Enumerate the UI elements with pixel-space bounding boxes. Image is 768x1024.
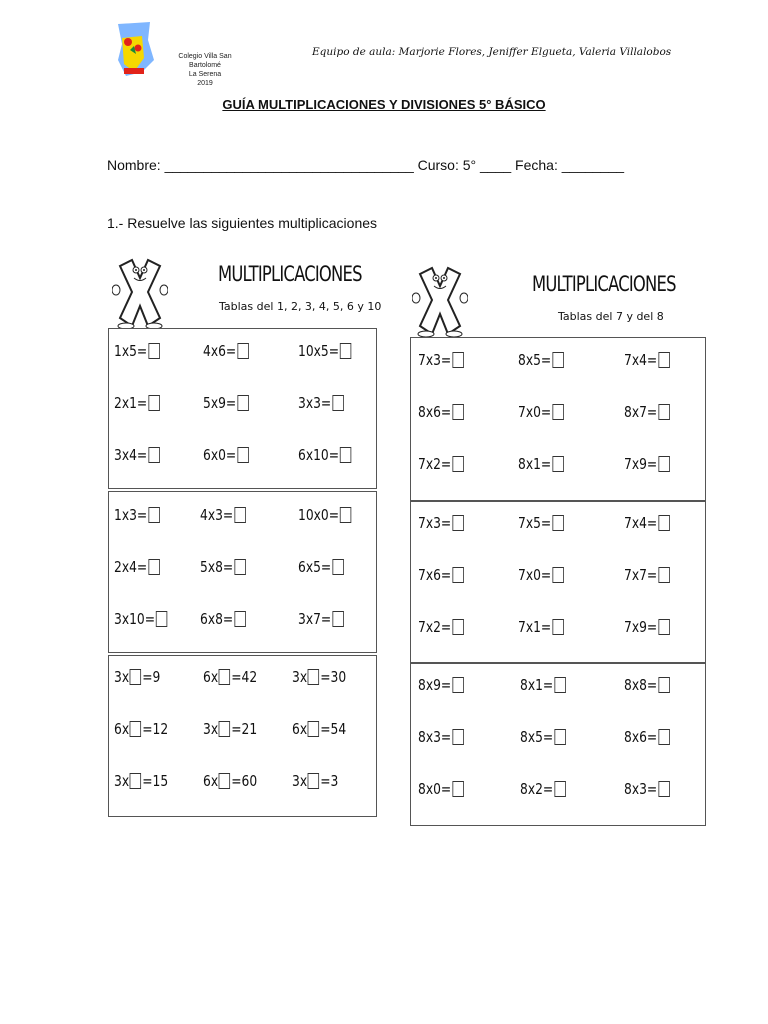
problem-text: 1x3= bbox=[114, 506, 148, 524]
answer-box[interactable] bbox=[234, 611, 245, 627]
multiplication-problem bbox=[418, 728, 464, 746]
answer-box[interactable] bbox=[340, 507, 351, 523]
problem-left-part: 6x bbox=[203, 668, 219, 686]
answer-box[interactable] bbox=[658, 619, 669, 635]
answer-box[interactable] bbox=[552, 456, 563, 472]
multiplication-problem bbox=[292, 772, 338, 790]
answer-box[interactable] bbox=[552, 619, 563, 635]
answer-box[interactable] bbox=[148, 395, 159, 411]
answer-box[interactable] bbox=[658, 729, 669, 745]
problem-text: 3x7= bbox=[298, 610, 332, 628]
multiplication-problem bbox=[624, 780, 670, 798]
multiplication-problem bbox=[624, 455, 670, 473]
answer-box[interactable] bbox=[308, 773, 319, 789]
multiplication-problem bbox=[203, 668, 257, 686]
answer-box[interactable] bbox=[148, 343, 159, 359]
problem-text: 7x3= bbox=[418, 514, 452, 532]
answer-box[interactable] bbox=[658, 567, 669, 583]
answer-box[interactable] bbox=[148, 447, 159, 463]
multiplication-problem bbox=[200, 558, 246, 576]
answer-box[interactable] bbox=[658, 677, 669, 693]
problem-text: 8x1= bbox=[518, 455, 552, 473]
multiplication-problem bbox=[624, 514, 670, 532]
problem-result: =15 bbox=[142, 772, 169, 790]
multiplication-problem bbox=[624, 566, 670, 584]
problem-text: 3x10= bbox=[114, 610, 156, 628]
answer-box[interactable] bbox=[156, 611, 167, 627]
problem-left-part: 3x bbox=[292, 772, 308, 790]
multiplication-problem bbox=[518, 455, 564, 473]
problem-text: 6x10= bbox=[298, 446, 340, 464]
problem-text: 8x3= bbox=[624, 780, 658, 798]
team-credits: Equipo de aula: Marjorie Flores, Jeniffer Elgueta, Valeria Villalobos bbox=[312, 46, 672, 58]
answer-box[interactable] bbox=[332, 395, 343, 411]
answer-box[interactable] bbox=[332, 611, 343, 627]
multiplication-problem bbox=[518, 351, 564, 369]
answer-box[interactable] bbox=[658, 352, 669, 368]
problem-text: 7x1= bbox=[518, 618, 552, 636]
multiplication-problem bbox=[418, 351, 464, 369]
multiplication-problem bbox=[418, 676, 464, 694]
page-title: GUÍA MULTIPLICACIONES Y DIVISIONES 5° BÁSICO bbox=[222, 97, 546, 112]
problem-text: 7x5= bbox=[518, 514, 552, 532]
problem-text: 8x5= bbox=[520, 728, 554, 746]
problem-text: 10x0= bbox=[298, 506, 340, 524]
problem-text: 2x4= bbox=[114, 558, 148, 576]
multiplication-problem bbox=[298, 558, 344, 576]
answer-box[interactable] bbox=[452, 729, 463, 745]
multiplication-problem bbox=[624, 618, 670, 636]
multiplication-problem bbox=[298, 506, 352, 524]
multiplication-problem bbox=[298, 342, 352, 360]
answer-box[interactable] bbox=[130, 721, 141, 737]
problem-result: =30 bbox=[320, 668, 347, 686]
problem-text: 7x2= bbox=[418, 618, 452, 636]
answer-box[interactable] bbox=[237, 447, 248, 463]
problem-left-part: 6x bbox=[114, 720, 130, 738]
problem-left-part: 3x bbox=[114, 668, 130, 686]
school-info bbox=[165, 52, 245, 88]
answer-box[interactable] bbox=[219, 669, 230, 685]
multiplication-problem bbox=[520, 676, 566, 694]
problem-result: =21 bbox=[231, 720, 258, 738]
multiplication-problem bbox=[292, 668, 346, 686]
multiplication-problem bbox=[418, 618, 464, 636]
answer-box[interactable] bbox=[554, 781, 565, 797]
multiplication-problem bbox=[624, 676, 670, 694]
problem-text: 8x1= bbox=[520, 676, 554, 694]
multiplication-problem bbox=[200, 506, 246, 524]
problem-text: 7x0= bbox=[518, 403, 552, 421]
multiplication-problem bbox=[292, 720, 346, 738]
multiplication-mascot-icon bbox=[112, 256, 168, 330]
multiplication-problem bbox=[418, 566, 464, 584]
problem-text: 5x9= bbox=[203, 394, 237, 412]
answer-box[interactable] bbox=[452, 456, 463, 472]
answer-box[interactable] bbox=[658, 515, 669, 531]
left-worksheet-subtitle: Tablas del 1, 2, 3, 4, 5, 6 y 10 bbox=[219, 300, 382, 313]
problem-left-part: 3x bbox=[203, 720, 219, 738]
multiplication-mascot-icon bbox=[412, 264, 468, 338]
answer-box[interactable] bbox=[219, 773, 230, 789]
multiplication-problem bbox=[114, 668, 160, 686]
multiplication-problem bbox=[518, 566, 564, 584]
problem-result: =12 bbox=[142, 720, 169, 738]
instruction: 1.- Resuelve las siguientes multiplicaciones bbox=[107, 215, 378, 231]
problem-text: 3x4= bbox=[114, 446, 148, 464]
answer-box[interactable] bbox=[148, 559, 159, 575]
problem-text: 7x3= bbox=[418, 351, 452, 369]
multiplication-problem bbox=[203, 342, 249, 360]
multiplication-problem bbox=[518, 618, 564, 636]
school-logo bbox=[112, 20, 156, 78]
multiplication-problem bbox=[298, 610, 344, 628]
problem-text: 8x5= bbox=[518, 351, 552, 369]
problem-text: 8x0= bbox=[418, 780, 452, 798]
multiplication-problem bbox=[624, 403, 670, 421]
problem-text: 7x4= bbox=[624, 351, 658, 369]
multiplication-problem bbox=[418, 455, 464, 473]
problem-text: 7x9= bbox=[624, 618, 658, 636]
problem-text: 7x7= bbox=[624, 566, 658, 584]
answer-box[interactable] bbox=[658, 404, 669, 420]
answer-box[interactable] bbox=[452, 352, 463, 368]
answer-box[interactable] bbox=[452, 619, 463, 635]
problem-result: =54 bbox=[320, 720, 347, 738]
answer-box[interactable] bbox=[552, 515, 563, 531]
multiplication-problem bbox=[203, 446, 249, 464]
problem-left-part: 6x bbox=[203, 772, 219, 790]
multiplication-problem bbox=[200, 610, 246, 628]
multiplication-problem bbox=[418, 514, 464, 532]
answer-box[interactable] bbox=[308, 669, 319, 685]
problem-left-part: 3x bbox=[114, 772, 130, 790]
problem-text: 8x8= bbox=[624, 676, 658, 694]
answer-box[interactable] bbox=[340, 447, 351, 463]
problem-text: 3x3= bbox=[298, 394, 332, 412]
answer-box[interactable] bbox=[658, 456, 669, 472]
problem-text: 8x7= bbox=[624, 403, 658, 421]
right-worksheet-title: MULTIPLICACIONES bbox=[532, 272, 676, 296]
multiplication-problem bbox=[114, 610, 168, 628]
multiplication-problem bbox=[624, 351, 670, 369]
multiplication-problem bbox=[518, 514, 564, 532]
problem-result: =60 bbox=[231, 772, 258, 790]
school-name: Colegio Villa San Bartolomé bbox=[178, 53, 232, 69]
answer-box[interactable] bbox=[552, 352, 563, 368]
multiplication-problem bbox=[203, 394, 249, 412]
problem-left-part: 6x bbox=[292, 720, 308, 738]
answer-box[interactable] bbox=[552, 404, 563, 420]
problem-text: 10x5= bbox=[298, 342, 340, 360]
answer-box[interactable] bbox=[234, 559, 245, 575]
problem-text: 7x2= bbox=[418, 455, 452, 473]
problem-text: 1x5= bbox=[114, 342, 148, 360]
problem-text: 4x3= bbox=[200, 506, 234, 524]
problem-text: 8x2= bbox=[520, 780, 554, 798]
multiplication-problem bbox=[114, 506, 160, 524]
left-worksheet-title: MULTIPLICACIONES bbox=[218, 262, 362, 286]
problem-result: =42 bbox=[231, 668, 258, 686]
answer-box[interactable] bbox=[658, 781, 669, 797]
answer-box[interactable] bbox=[452, 781, 463, 797]
answer-box[interactable] bbox=[452, 677, 463, 693]
problem-text: 8x3= bbox=[418, 728, 452, 746]
answer-box[interactable] bbox=[237, 395, 248, 411]
multiplication-problem bbox=[203, 772, 257, 790]
multiplication-problem bbox=[520, 780, 566, 798]
problem-left-part: 3x bbox=[292, 668, 308, 686]
problem-text: 7x4= bbox=[624, 514, 658, 532]
answer-box[interactable] bbox=[148, 507, 159, 523]
problem-text: 8x6= bbox=[418, 403, 452, 421]
school-year: 2019 bbox=[197, 80, 213, 87]
answer-box[interactable] bbox=[554, 729, 565, 745]
multiplication-problem bbox=[298, 446, 352, 464]
school-city: La Serena bbox=[188, 71, 222, 78]
problem-text: 4x6= bbox=[203, 342, 237, 360]
answer-box[interactable] bbox=[234, 507, 245, 523]
right-worksheet-subtitle: Tablas del 7 y del 8 bbox=[558, 310, 664, 323]
multiplication-problem bbox=[114, 342, 160, 360]
multiplication-problem bbox=[418, 403, 464, 421]
problem-result: =9 bbox=[142, 668, 161, 686]
answer-box[interactable] bbox=[554, 677, 565, 693]
problem-text: 8x6= bbox=[624, 728, 658, 746]
answer-box[interactable] bbox=[452, 404, 463, 420]
problem-text: 8x9= bbox=[418, 676, 452, 694]
problem-text: 6x5= bbox=[298, 558, 332, 576]
problem-text: 6x8= bbox=[200, 610, 234, 628]
problem-text: 7x6= bbox=[418, 566, 452, 584]
answer-box[interactable] bbox=[130, 773, 141, 789]
multiplication-problem bbox=[114, 558, 160, 576]
answer-box[interactable] bbox=[219, 721, 230, 737]
multiplication-problem bbox=[203, 720, 257, 738]
multiplication-problem bbox=[298, 394, 344, 412]
problem-text: 2x1= bbox=[114, 394, 148, 412]
problem-text: 6x0= bbox=[203, 446, 237, 464]
multiplication-problem bbox=[114, 720, 168, 738]
problem-text: 7x0= bbox=[518, 566, 552, 584]
student-form-line: Nombre: ________________________________ Curso: 5° ____ Fecha: ________ bbox=[107, 157, 625, 173]
multiplication-problem bbox=[624, 728, 670, 746]
answer-box[interactable] bbox=[130, 669, 141, 685]
answer-box[interactable] bbox=[332, 559, 343, 575]
answer-box[interactable] bbox=[308, 721, 319, 737]
multiplication-problem bbox=[418, 780, 464, 798]
problem-text: 7x9= bbox=[624, 455, 658, 473]
problem-text: 5x8= bbox=[200, 558, 234, 576]
answer-box[interactable] bbox=[552, 567, 563, 583]
answer-box[interactable] bbox=[452, 515, 463, 531]
multiplication-problem bbox=[518, 403, 564, 421]
multiplication-problem bbox=[114, 394, 160, 412]
multiplication-problem bbox=[114, 446, 160, 464]
problem-result: =3 bbox=[320, 772, 339, 790]
answer-box[interactable] bbox=[237, 343, 248, 359]
multiplication-problem bbox=[520, 728, 566, 746]
answer-box[interactable] bbox=[340, 343, 351, 359]
multiplication-problem bbox=[114, 772, 168, 790]
answer-box[interactable] bbox=[452, 567, 463, 583]
